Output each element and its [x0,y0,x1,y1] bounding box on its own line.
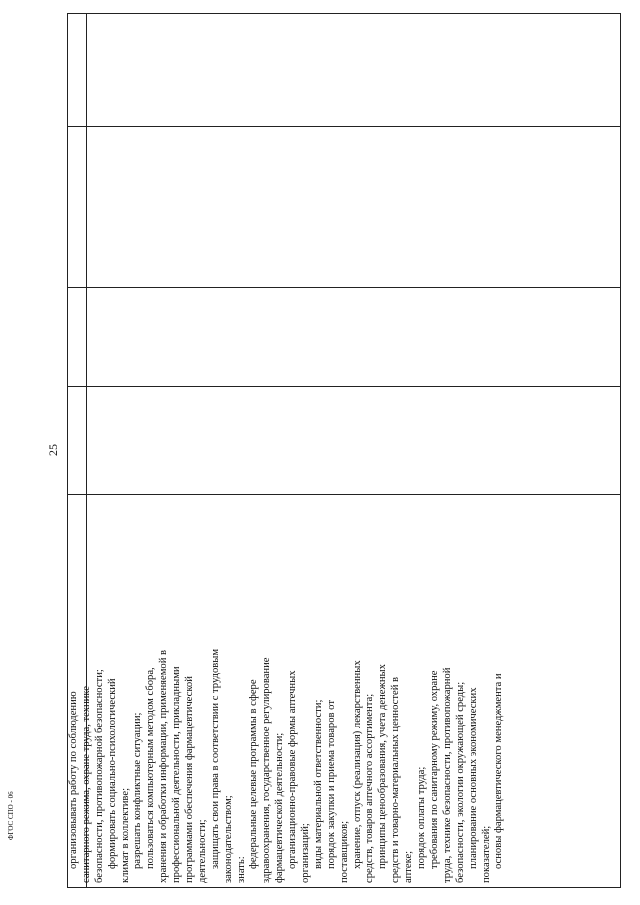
text-line: хранения и обработки информации, применяемой в [158,649,170,883]
text-line: пользоваться компьютерным методом сбора, [145,667,157,869]
text-line: формировать социально-психологический [106,678,118,869]
text-line: порядок оплаты труда; [416,766,428,869]
skills-knowledge-cell [68,494,622,889]
text-line: безопасности, противопожарной безопасности; [93,669,105,883]
text-line: федеральные целевые программы в сфере [248,679,260,869]
text-line: защищать свои права в соответствии с трудовым [209,648,221,869]
text-line: знать: [235,856,247,883]
text-line: безопасности, экологии окружающей среды; [454,681,466,883]
text-line: фармацевтической деятельности; [274,732,286,883]
text-line: основы фармацевтического менеджмента и [493,673,505,869]
text-line: организационно-правовые формы аптечных [287,670,299,869]
text-line: планирование основных экономических [467,687,479,869]
text-line: показателей; [480,825,492,883]
text-line: здравоохранения, государственное регулирование [261,657,273,883]
text-line: климат в коллективе; [119,787,131,883]
text-line: порядок закупки и приема товаров от [325,700,337,869]
text-line: организовывать работу по соблюдению [68,691,79,869]
text-line: аптеке; [403,850,415,883]
column-divider [68,287,620,288]
text-line: виды материальной ответственности; [312,699,324,869]
text-line: хранение, отпуск (реализация) лекарственных [351,660,363,869]
column-divider [68,386,620,387]
requirements-table [67,13,621,888]
text-line: программами обеспечения фармацевтической [184,676,196,883]
text-line: труда, технике безопасности, противопожарной [441,667,453,883]
text-line: профессиональной деятельности, прикладными [171,666,183,883]
text-line: требования по санитарному режиму, охране [428,670,440,869]
text-line: организаций; [300,823,312,883]
text-line: санитарного режима, охране труда, технике [80,686,92,883]
text-line: поставщиков; [338,820,350,883]
text-line: деятельности; [196,819,208,883]
text-line: законодательством; [222,795,234,883]
text-line: средств, товаров аптечного ассортимента; [364,693,376,883]
page-number: 25 [46,444,60,456]
text-line: разрешать конфликтные ситуации; [132,712,144,869]
footer-doc-code: ФГОС СПО - 06 [7,791,15,840]
text-line: средств и товарно-материальных ценностей в [390,676,402,883]
column-divider [68,126,620,127]
text-line: принципы ценообразования, учета денежных [377,664,389,869]
skills-knowledge-text [68,494,622,889]
